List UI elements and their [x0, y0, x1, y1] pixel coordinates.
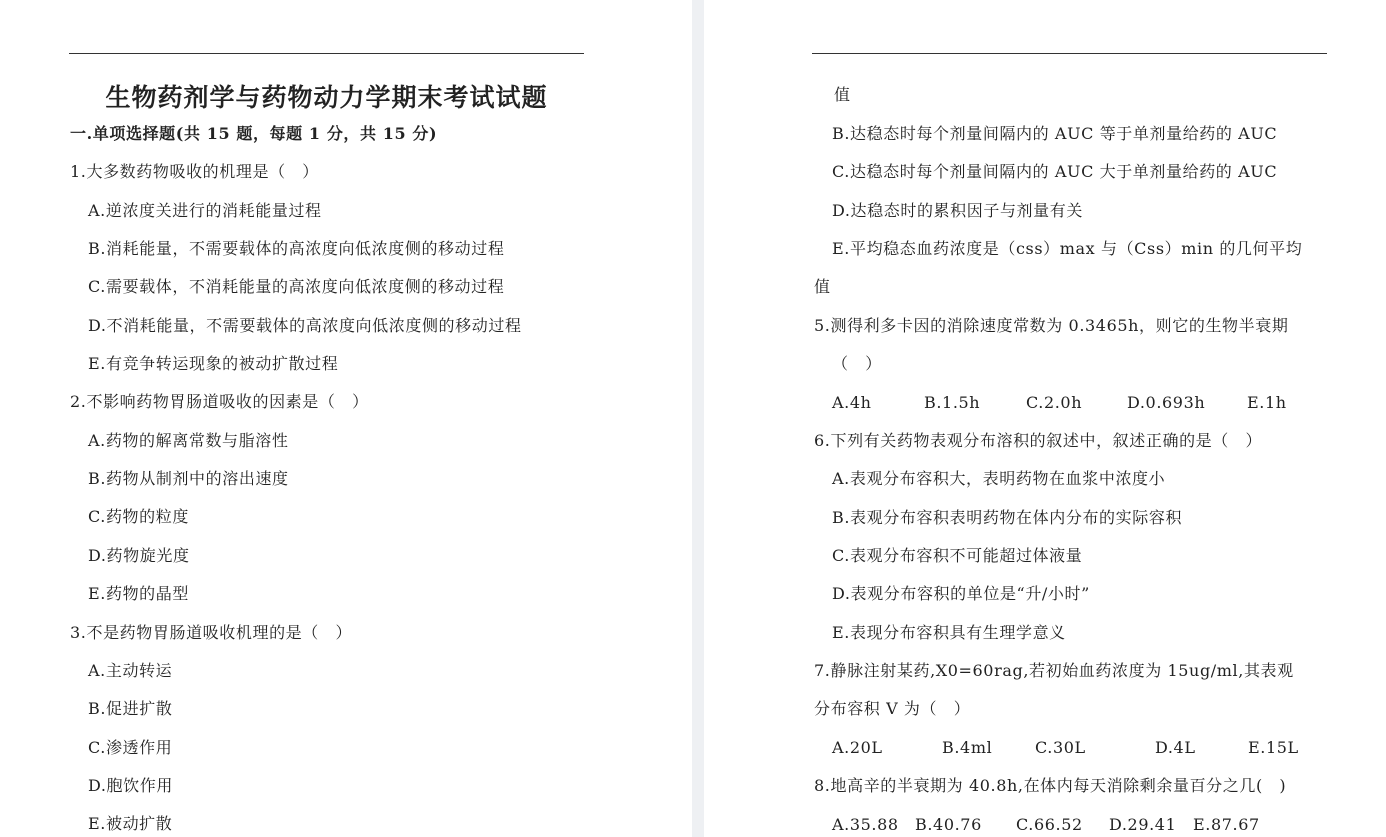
- option: E.1h: [1247, 393, 1287, 412]
- option-line: D.胞饮作用: [88, 776, 173, 795]
- option-line: E.药物的晶型: [88, 584, 189, 603]
- option-line: A.主动转运: [88, 661, 173, 680]
- option-line: E.表现分布容积具有生理学意义: [832, 623, 1066, 642]
- option: B.40.76: [915, 815, 982, 834]
- option-line: C.渗透作用: [88, 738, 173, 757]
- option: C.66.52: [1016, 815, 1083, 834]
- option-line: C.表观分布容积不可能超过体液量: [832, 546, 1083, 565]
- question-5-blank: （ ）: [832, 354, 882, 373]
- option: B.4ml: [942, 738, 993, 757]
- exam-title: 生物药剂学与药物动力学期末考试试题: [105, 83, 548, 112]
- option-line: A.药物的解离常数与脂溶性: [88, 431, 289, 450]
- option: C.2.0h: [1026, 393, 1083, 412]
- option: A.20L: [832, 738, 883, 757]
- option: D.29.41: [1109, 815, 1177, 834]
- question-2: 2.不影响药物胃肠道吸收的因素是（ ）: [70, 392, 369, 411]
- question-7: 7.静脉注射某药,X0=60rag,若初始血药浓度为 15ug/ml,其表观: [814, 661, 1294, 680]
- text-line: 值: [814, 277, 831, 296]
- question-6: 6.下列有关药物表观分布溶积的叙述中，叙述正确的是（ ）: [814, 431, 1263, 450]
- option: A.35.88: [832, 815, 899, 834]
- option: B.1.5h: [924, 393, 981, 412]
- question-3: 3.不是药物胃肠道吸收机理的是（ ）: [70, 623, 353, 642]
- option-line: A.表观分布容积大，表明药物在血浆中浓度小: [832, 469, 1166, 488]
- question-8: 8.地高辛的半衰期为 40.8h,在体内每天消除剩余量百分之几( ): [814, 776, 1287, 795]
- option: A.4h: [832, 393, 872, 412]
- question-8-options: [832, 815, 1260, 835]
- option-line: B.消耗能量，不需要载体的高浓度向低浓度侧的移动过程: [88, 239, 505, 258]
- section-heading: 一.单项选择题(共 15 题，每题 1 分，共 15 分): [70, 124, 438, 143]
- option: D.0.693h: [1127, 393, 1206, 412]
- document-page-left: [0, 0, 692, 837]
- option: E.87.67: [1193, 815, 1260, 834]
- option-line: B.药物从制剂中的溶出速度: [88, 469, 289, 488]
- option-line: A.逆浓度关进行的消耗能量过程: [88, 201, 322, 220]
- option-line: C.达稳态时每个剂量间隔内的 AUC 大于单剂量给药的 AUC: [832, 162, 1278, 181]
- option: C.30L: [1035, 738, 1086, 757]
- option: E.15L: [1248, 738, 1299, 757]
- question-5: 5.测得利多卡因的消除速度常数为 0.3465h，则它的生物半衰期: [814, 316, 1289, 335]
- header-rule: [69, 53, 584, 54]
- option-line: C.需要载体，不消耗能量的高浓度向低浓度侧的移动过程: [88, 277, 505, 296]
- question-5-options: [832, 393, 1287, 413]
- option-line: B.促进扩散: [88, 699, 173, 718]
- option-line: D.表观分布容积的单位是“升/小时”: [832, 584, 1090, 603]
- question-7-options: [832, 738, 1299, 758]
- option-line: B.达稳态时每个剂量间隔内的 AUC 等于单剂量给药的 AUC: [832, 124, 1278, 143]
- option: D.4L: [1155, 738, 1196, 757]
- option-line: D.不消耗能量，不需要载体的高浓度向低浓度侧的移动过程: [88, 316, 522, 335]
- option-line: E.平均稳态血药浓度是（css）max 与（Css）min 的几何平均: [832, 239, 1303, 258]
- document-page-right: [704, 0, 1386, 837]
- text-line: 值: [834, 85, 851, 104]
- option-line: E.被动扩散: [88, 814, 173, 833]
- text-line: 分布容积 V 为（ ）: [814, 699, 971, 718]
- option-line: B.表观分布容积表明药物在体内分布的实际容积: [832, 508, 1183, 527]
- option-line: D.药物旋光度: [88, 546, 190, 565]
- option-line: C.药物的粒度: [88, 507, 189, 526]
- option-line: D.达稳态时的累积因子与剂量有关: [832, 201, 1083, 220]
- question-1: 1.大多数药物吸收的机理是（ ）: [70, 162, 319, 181]
- option-line: E.有竞争转运现象的被动扩散过程: [88, 354, 339, 373]
- header-rule: [812, 53, 1327, 54]
